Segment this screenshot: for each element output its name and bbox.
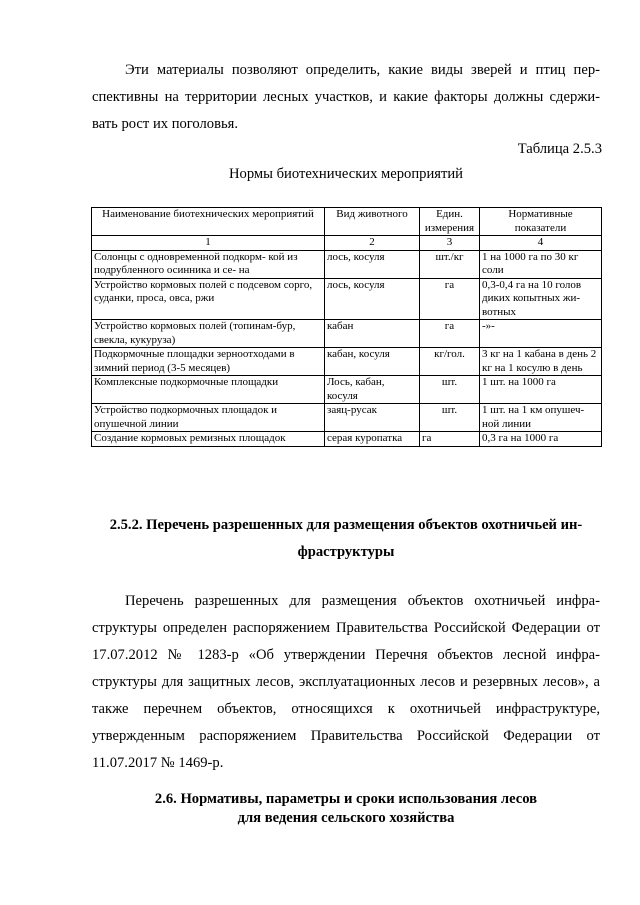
cell-norm: 3 кг на 1 кабана в день 2 кг на 1 косулю в день — [480, 348, 602, 376]
cell-unit: га — [420, 278, 480, 320]
header-unit: Един. измерения — [420, 208, 480, 236]
cell-norm: -»- — [480, 320, 602, 348]
column-number: 3 — [420, 236, 480, 251]
cell-measure: Устройство кормовых полей с подсевом сорго, суданки, проса, овса, ржи — [92, 278, 325, 320]
cell-measure: Создание кормовых ремизных площадок — [92, 432, 325, 447]
cell-unit: шт./кг — [420, 250, 480, 278]
column-number-row — [92, 236, 602, 251]
table-row — [92, 376, 602, 404]
table-number: Таблица 2.5.3 — [517, 141, 602, 157]
cell-norm: 1 шт. на 1 км опушеч-ной линии — [480, 404, 602, 432]
cell-animal: серая куропатка — [325, 432, 420, 447]
cell-animal: Лось, кабан, косуля — [325, 376, 420, 404]
header-norm: Нормативные показатели — [480, 208, 602, 236]
section-26-heading — [92, 790, 600, 828]
column-number: 4 — [480, 236, 602, 251]
biotech-norms-table — [91, 207, 602, 447]
cell-animal: заяц-русак — [325, 404, 420, 432]
intro-paragraph: Эти материалы позволяют определить, какие виды зверей и птиц пер-спективны на территории лесных участков, и какие факторы должны сдержи-вать рост их поголовья. — [92, 62, 600, 132]
table-row — [92, 348, 602, 376]
cell-unit: шт. — [420, 404, 480, 432]
cell-unit: шт. — [420, 376, 480, 404]
column-number: 1 — [92, 236, 325, 251]
header-animal: Вид животного — [325, 208, 420, 236]
cell-measure: Устройство кормовых полей (топинам-бур, свекла, кукуруза) — [92, 320, 325, 348]
cell-measure: Солонцы с одновременной подкорм- кой из подрубленного осинника и се- на — [92, 250, 325, 278]
cell-animal: кабан — [325, 320, 420, 348]
cell-unit: га — [420, 320, 480, 348]
cell-norm: 1 на 1000 га по 30 кг соли — [480, 250, 602, 278]
cell-unit: кг/гол. — [420, 348, 480, 376]
table-header-row — [92, 208, 602, 236]
table-row — [92, 320, 602, 348]
cell-norm: 1 шт. на 1000 га — [480, 376, 602, 404]
table-row — [92, 432, 602, 447]
header-measure: Наименование биотехнических мероприятий — [92, 208, 325, 236]
cell-animal: лось, косуля — [325, 278, 420, 320]
cell-norm: 0,3 га на 1000 га — [480, 432, 602, 447]
section-26-heading-line2: для ведения сельского хозяйства — [237, 810, 455, 826]
column-number: 2 — [325, 236, 420, 251]
cell-unit: га — [420, 432, 480, 447]
cell-norm: 0,3-0,4 га на 10 голов диких копытных жи-вотных — [480, 278, 602, 320]
cell-measure: Подкормочные площадки зерноотходами в зимний период (3-5 месяцев) — [92, 348, 325, 376]
table-row — [92, 278, 602, 320]
section-252-heading: 2.5.2. Перечень разрешенных для размещения объектов охотничьей ин-фраструктуры — [109, 517, 583, 560]
cell-animal: кабан, косуля — [325, 348, 420, 376]
cell-measure: Устройство подкормочных площадок и опушечной линии — [92, 404, 325, 432]
cell-measure: Комплексные подкормочные площадки — [92, 376, 325, 404]
table-row — [92, 250, 602, 278]
cell-animal: лось, косуля — [325, 250, 420, 278]
table-title: Нормы биотехнических мероприятий — [229, 166, 463, 182]
table-row — [92, 404, 602, 432]
section-252-paragraph: Перечень разрешенных для размещения объектов охотничьей инфра-структуры определен распоряжением Правительства Российской Федерации от 17.07.2012 № 1283-р «Об утверждении Перечня объектов лесной инфра-структуры для защитных лесов, эксплуатационных лесов и резервных лесов», а также перечнем объектов, относящихся к охотничьей инфраструктуре, утвержденным распоряжением Правительства Российской Федерации от 11.07.2017 № 1469-р. — [92, 593, 600, 771]
section-26-heading-line1: 2.6. Нормативы, параметры и сроки использования лесов — [154, 791, 538, 807]
